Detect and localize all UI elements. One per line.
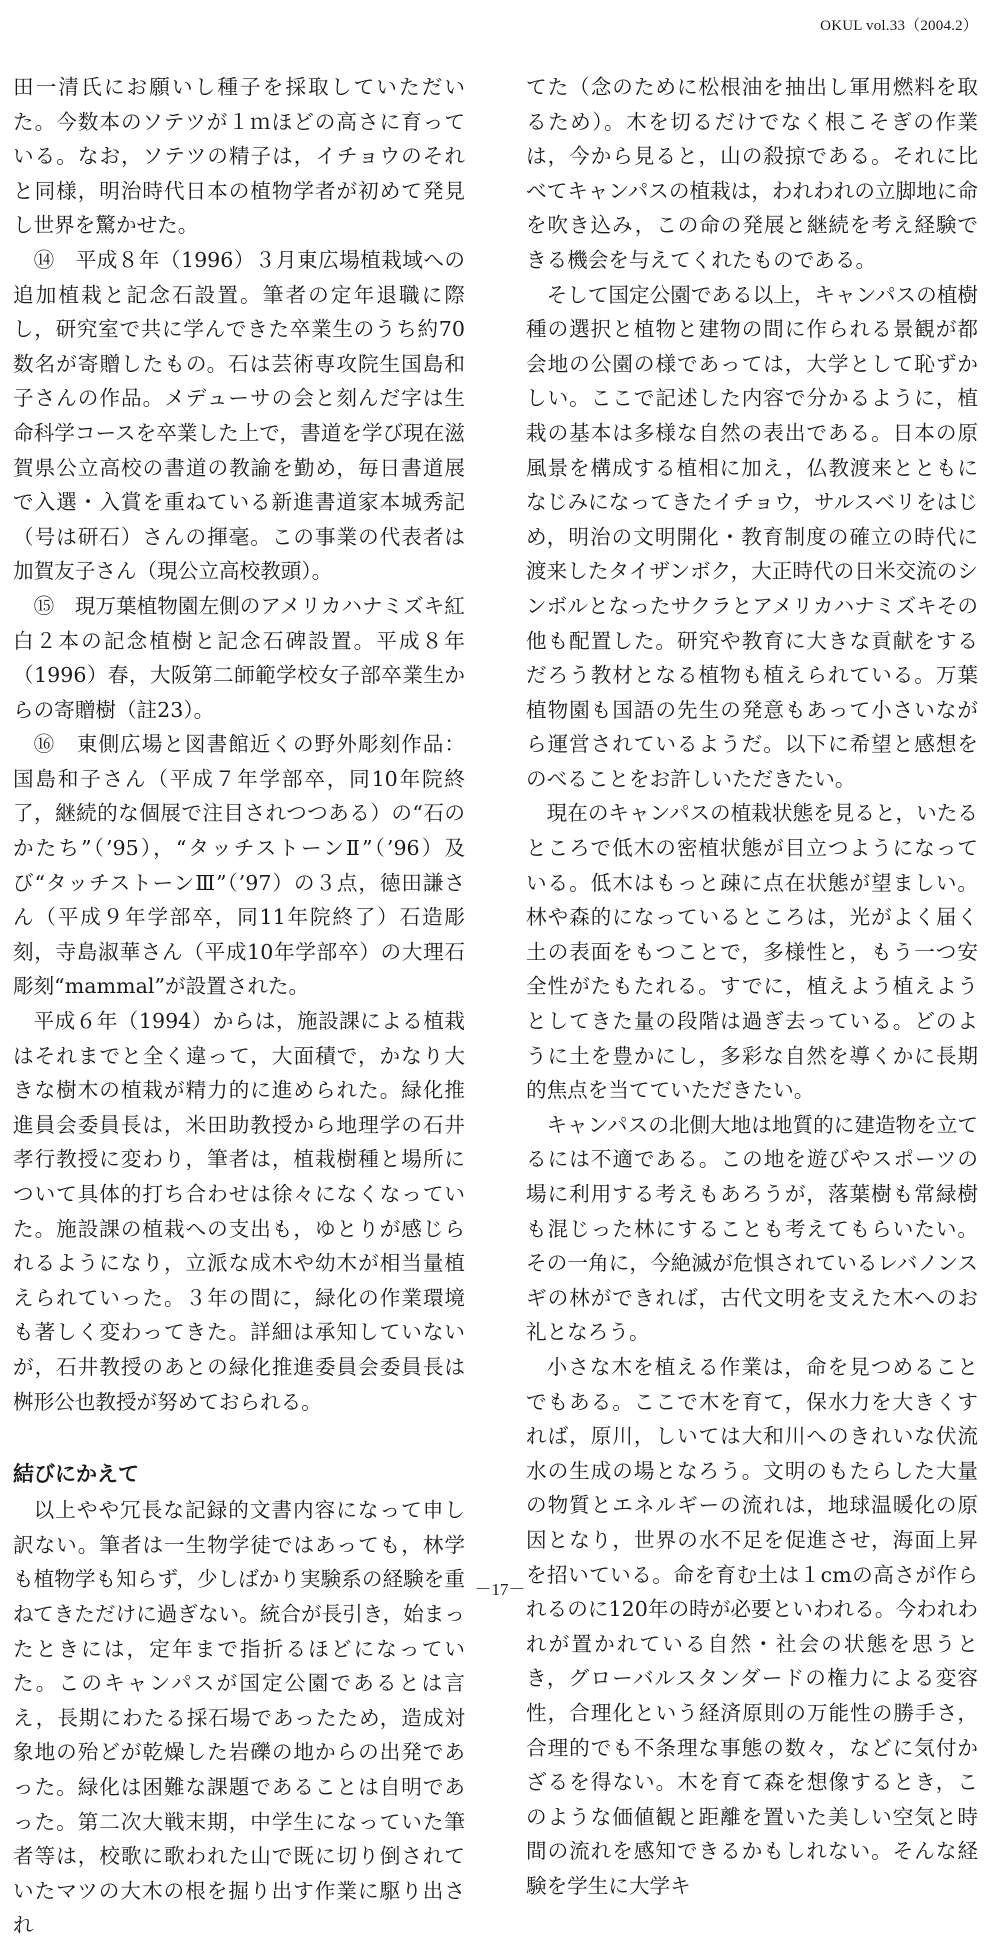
section-heading: 結びにかえて (13, 1462, 139, 1487)
paragraph-small-trees: 小さな木を植える作業は，命を見つめることでもある。ここで木を育て，保水力を大きくすれば，原川，しいては大和川へのきれいな伏流水の生成の場となろう。文明のもたらした大量の物質とエネルギーの流れは，地球温暖化の原因となり，世界の水不足を促進させ，海面上昇を招いている。命を育む土は１cmの高さが作られるのに120年の時が必要といわれる。今われわれが置かれている自然・社会の状態を思うとき，グローバルスタンダードの権力による変容性，合理化という経済原則の万能性の勝手さ，合理的でも不条理な事態の数々，などに気付かざるを得ない。木を育て森を想像するとき，このような価値観と距離を置いた美しい空気と時間の流れを感知できるかもしれない。そんな経験を学生に大学キ (526, 1354, 978, 1898)
list-item-16: ⑯ 東側広場と図書館近くの野外彫刻作品：国島和子さん（平成７年学部卒，同10年院終了，継続的な個展で注目されつつある）の“石のかたち”（’95），“タッチストーンⅡ”（’96）及び“タッチストーンⅢ”（’97）の３点，徳田謙さん（平成９年学部卒，同11年院終了）石造彫刻，寺島淑華さん（平成10年学部卒）の大理石彫刻“mammal”が設置された。 (13, 732, 465, 999)
conclusion-paragraph: 以上やや冗長な記録的文書内容になって申し訳ない。筆者は一生物学徒ではあっても，林学も植物学も知らず，少しばかり実験系の経験を重ねてきただけに過ぎない。統合が長引き，始まったときには，定年まで指折るほどになっていた。このキャンパスが国定公園であるとは言え，長期にわたる採石場であったため，造成対象地の殆どが乾燥した岩礫の地からの出発であった。緑化は困難な課題であることは自明であった。第二次大戦末期，中学生になっていた筆者等は，校歌に歌われた山で既に切り倒されていたマツの大木の根を掘り出す作業に駆り出され (13, 1498, 465, 1938)
page-number: －17－ (474, 1580, 526, 1599)
intro-paragraph: 田一清氏にお願いし種子を採取していただいた。今数本のソテツが１ｍほどの高さに育っている。なお，ソテツの精子は，イチョウのそれと同様，明治時代日本の植物学者が初めて発見し世界を驚かせた。 (13, 75, 465, 238)
paragraph-national-park: そして国定公園である以上，キャンパスの植樹種の選択と植物と建物の間に作られる景観が都会地の公園の様であっては，大学として恥ずかしい。ここで記述した内容で分かるように，植栽の基本は多様な自然の表出である。日本の原風景を構成する植相に加え，仏教渡来とともになじみになってきたイチョウ，サルスベリをはじめ，明治の文明開化・教育制度の確立の時代に渡来したタイザンボク，大正時代の日米交流のシンボルとなったサクラとアメリカハナミズキその他も配置した。研究や教育に大きな貢献をするだろう教材となる植物も植えられている。万葉植物園も国語の先生の発意もあって小さいながら運営されているようだ。以下に希望と感想をのべることをお許しいただきたい。 (526, 282, 978, 791)
left-column (13, 70, 465, 1943)
list-item-15: ⑮ 現万葉植物園左側のアメリカハナミズキ紅白２本の記念植樹と記念石碑設置。平成８年（1996）春，大阪第二師範学校女子部卒業生からの寄贈樹（註23）。 (13, 593, 465, 722)
right-column (526, 70, 978, 1903)
journal-header: OKUL vol.33（2004.2） (820, 18, 978, 34)
paragraph-1994: 平成６年（1994）からは，施設課による植栽はそれまでと全く違って，大面積で，かなり大きな樹木の植栽が精力的に進められた。緑化推進員会委員長は，米田助教授から地理学の石井孝行教授に変わり，筆者は，植栽樹種と場所について具体的打ち合わせは徐々になくなっていた。施設課の植栽への支出も，ゆとりが感じられるようになり，立派な成木や幼木が相当量植えられていった。３年の間に，緑化の作業環境も著しく変わってきた。詳細は承知していないが，石井教授のあとの緑化推進委員会委員長は桝形公也教授が努めておられる。 (13, 1009, 465, 1414)
continuation-paragraph: てた（念のために松根油を抽出し軍用燃料を取るため）。木を切るだけでなく根こそぎの作業は，今から見ると，山の殺掠である。それに比べてキャンパスの植栽は，われわれの立脚地に命を吹き込み，この命の発展と継続を考え経験できる機会を与えてくれたものである。 (526, 75, 978, 272)
list-item-14: ⑭ 平成８年（1996）３月東広場植栽域への追加植栽と記念石設置。筆者の定年退職に際し，研究室で共に学んできた卒業生のうち約70数名が寄贈したもの。石は芸術専攻院生国島和子さんの作品。メデューサの会と刻んだ字は生命科学コースを卒業した上で，書道を学び現在滋賀県公立高校の書道の教諭を勤め，毎日書道展で入選・入賞を重ねている新進書道家本城秀記（号は研石）さんの揮毫。この事業の代表者は加賀友子さん（現公立高校教頭）。 (13, 247, 465, 584)
paragraph-current-state: 現在のキャンパスの植栽状態を見ると，いたるところで低木の密植状態が目立つようになっている。低木はもっと疎に点在状態が望ましい。林や森的になっているところは，光がよく届く土の表面をもつことで，多様性と，もう一つ安全性がたもたれる。すでに，植えよう植えようとしてきた量の段階は過ぎ去っている。どのように土を豊かにし，多彩な自然を導くかに長期的焦点を当てていただきたい。 (526, 801, 978, 1103)
paragraph-north-side: キャンパスの北側大地は地質的に建造物を立てるには不適である。この地を遊びやスポーツの場に利用する考えもあろうが，落葉樹も常緑樹も混じった林にすることも考えてもらいたい。その一角に，今絶滅が危惧されているレバノンスギの林ができれば，古代文明を支えた木へのお礼となろう。 (526, 1112, 978, 1345)
